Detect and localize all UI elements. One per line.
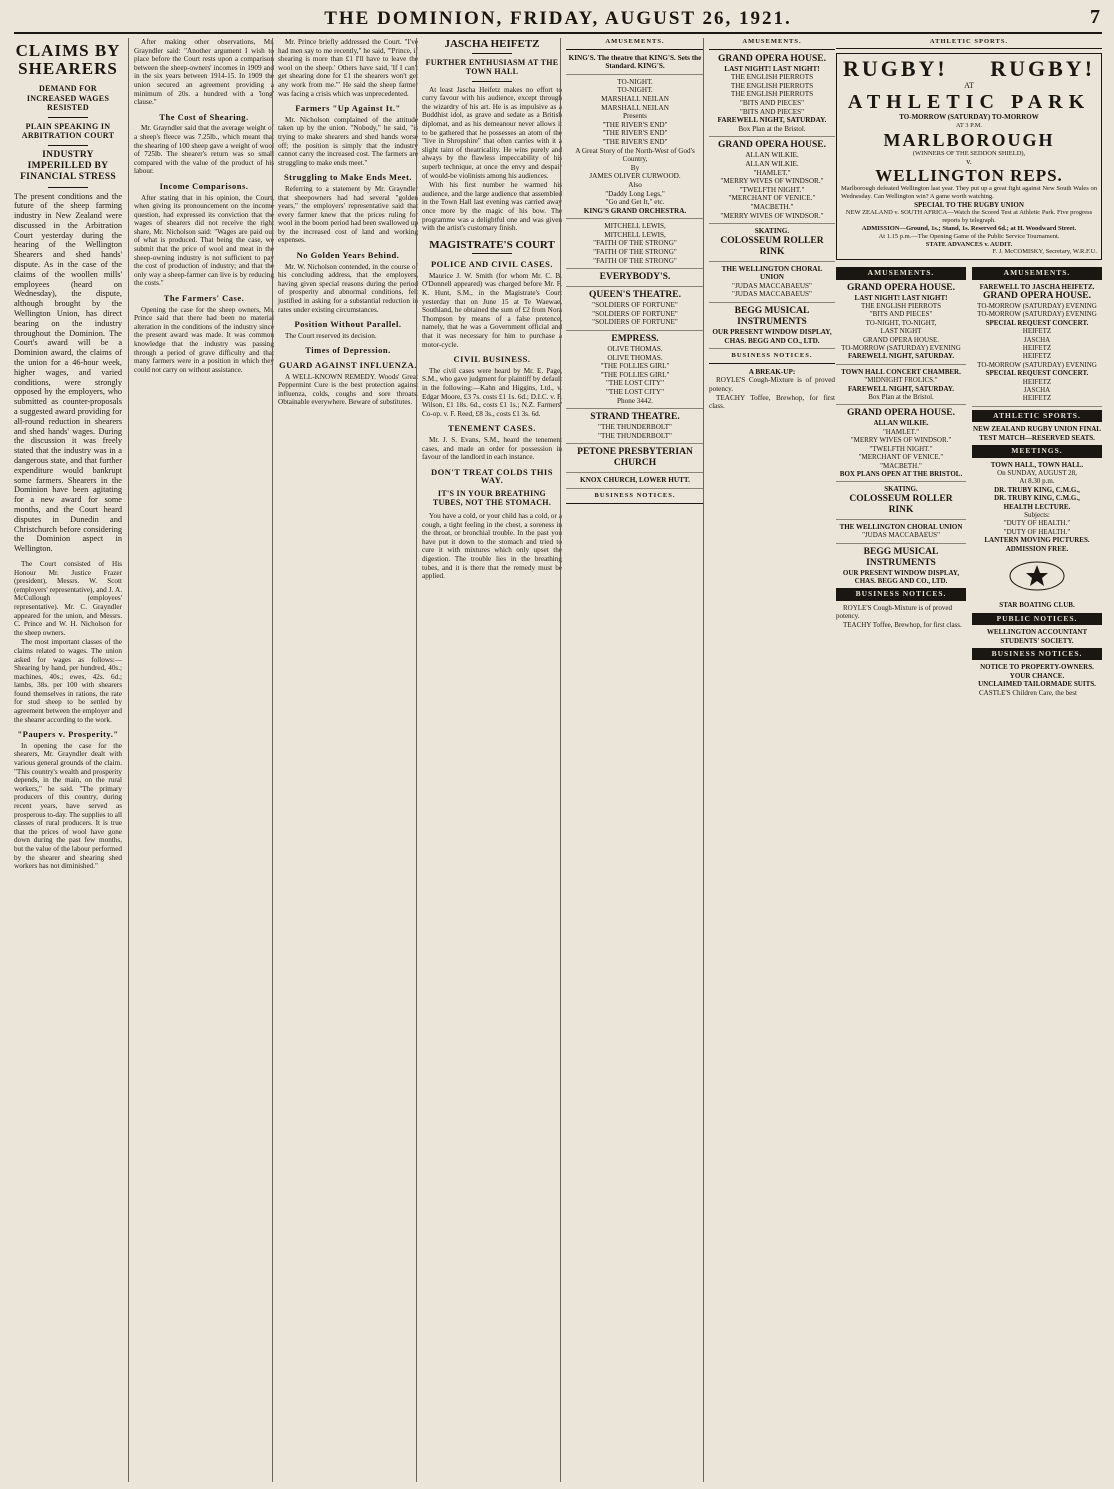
venue-name: TOWN HALL CONCERT CHAMBER. (841, 367, 961, 376)
property-notice: NOTICE TO PROPERTY-OWNERS. (980, 663, 1094, 672)
film-title: "Go and Get It," etc. (605, 198, 665, 207)
actor-name: ALLAN WILKIE. (745, 159, 799, 168)
column-5 (560, 38, 704, 1482)
play-title: "MERCHANT OF VENICE." (858, 453, 944, 462)
subheading: GUARD AGAINST INFLUENZA. (279, 360, 417, 370)
subject-title: "DUTY OF HEALTH." (1003, 519, 1071, 528)
play-title: "HAMLET." (753, 168, 791, 177)
box-plans: BOX PLANS OPEN AT THE BRISTOL. (839, 469, 963, 478)
claims-lead: The present conditions and the future of the sheep farming industry in New Zealand were discussed in the Arbitration Court yesterday during the hearing of the Wellington Shearers and shed hands' dispute. As in the case of the claims of the woollen mills' employees (heard on Wednesday), the dispute, although brought by the Wellington Union, has direct bearing on the industry throughout the Dominion. The Court's award will be a Dominion award, the claims of the union for a 46-hour week, higher wages, and varied conditions, were strongly opposed by the employers, who submitted as counter-proposals a suggested award providing for all-round reduction in shearers and shed hands' wages. During the discussion it was freely stated that the industry was in a dangerous state, and that further expenditure would bankrupt some farmers. Shearers in the Dominion have been agitating for a new award for some months, and the Court heard disputes in Dunedin and Christchurch before considering the Dominion aspect in Wellington. (14, 191, 122, 554)
venue-name: GRAND OPERA HOUSE. (718, 140, 826, 151)
star-emblem-icon (1007, 559, 1067, 593)
royles-ad: ROYLE'S Cough-Mixture is of proved potency. (836, 603, 952, 621)
box-plan: Box Plan at the Bristol. (868, 393, 934, 402)
presents-label: Presents (623, 112, 647, 121)
claims-paragraph: The most important classes of the claims related to wages. The union asked for wages as follows:—Shearing by hand, per hundred, 40s.; machines, 40s.; ewes, 42s. 6d.; lambs, 38s. per 100 with shearers found themselves in rations, the rate for stud sheep to be settled by agreement between the employer and the shearer according to the work. (14, 638, 122, 724)
church-notice: KNOX CHURCH, LOWER HUTT. (580, 476, 690, 485)
film-title: "Daddy Long Legs," (605, 189, 665, 198)
claims-paragraph: A WELL-KNOWN REMEDY. Woods' Great Peppermint Cure is the best protection against influenza, colds, coughs and sore throats. Obtainable everywhere. Beware of substitutes. (278, 372, 418, 407)
venue-name: GRAND OPERA HOUSE. (847, 408, 955, 419)
venue-name: GRAND OPERA HOUSE. (862, 335, 940, 344)
amusements-bar: AMUSEMENTS. (836, 267, 966, 279)
artist-name: HEIFETZ (1022, 394, 1052, 403)
begg-ad: BEGG MUSICAL INSTRUMENTS (734, 306, 810, 328)
kings-tagline: KING'S. The theatre that KING'S. Sets the Standard. KING'S. (568, 53, 702, 71)
accountant-society: WELLINGTON ACCOUNTANT STUDENTS' SOCIETY. (986, 628, 1088, 645)
marshall-neilan: MARSHALL NEILAN (601, 94, 669, 103)
admission: ADMISSION—Ground, 1s.; Stand, 1s. Reserved 6d.; at H. Woodward Street. (861, 225, 1077, 232)
game-time: AT 3 P.M. (955, 121, 983, 129)
divider (472, 53, 512, 54)
film-title: "SOLDIERS OF FORTUNE" (592, 318, 678, 327)
film-title: "SOLDIERS OF FORTUNE" (592, 309, 678, 318)
column-3 (272, 38, 418, 1482)
choral-union: THE WELLINGTON CHORAL UNION (839, 522, 963, 531)
claims-paragraph: After stating that in his opinion, the Court, when giving its pronouncement on the income question, had expressed its conviction that the wages of shearers did not receive the right share, Mr. Nicholson said: "Wages are paid out of what is produced. That being the case, we submit that the price of wool and meat in the sheep-owning industry is not sufficient to pay the cost of production of industry; and that the only way a sheep-farmer can live is by reducing the costs." (134, 193, 274, 288)
sports-header: ATHLETIC SPORTS. (836, 38, 1102, 49)
divider (48, 117, 88, 118)
company-name: CHAS. BEGG AND CO., LTD. (724, 336, 820, 345)
team-wellington: WELLINGTON REPS. (875, 166, 1063, 186)
test-note: NEW ZEALAND v. SOUTH AFRICA—Watch the Scored Test at Athletic Park. Five progress reports by telegraph. (845, 209, 1093, 225)
claims-paragraph: In opening the case for the shearers, Mr. Grayndler dealt with various general grounds of the claim. "This country's wealth and prosperity depends, in the main, on the rural workers," he said. "The primary producers of this country, during recent years, have served as prosperous to-day. The supplies to all classes of rural producers. It is true that the prices of wool have gone down during the past few months, but the value of the labour performed by the shearer and shearing shed workers has not diminished." (14, 741, 122, 871)
skating-header: SKATING. (884, 485, 918, 494)
divider (836, 364, 966, 365)
divider (836, 404, 966, 405)
masthead (14, 4, 1102, 34)
amusements-header: AMUSEMENTS. (709, 38, 835, 50)
subheading: Position Without Parallel. (294, 319, 402, 330)
divider (566, 472, 704, 473)
oratorio-title: "JUDAS MACCABAEUS" (732, 281, 812, 290)
amusements-header: AMUSEMENTS. (566, 38, 704, 50)
rugby-word: RUGBY! (990, 56, 1096, 82)
divider (48, 187, 88, 188)
versus: v. (966, 157, 972, 167)
window-display: OUR PRESENT WINDOW DISPLAY, (842, 568, 960, 577)
last-night: LAST NIGHT! LAST NIGHT! (854, 293, 948, 302)
athletic-park: ATHLETIC PARK (847, 91, 1091, 114)
meetings-bar: MEETINGS. (972, 445, 1102, 457)
team-marlborough: MARLBOROUGH (883, 129, 1055, 150)
film-title: "THE THUNDERBOLT" (598, 423, 672, 432)
last-night: LAST NIGHT (880, 327, 922, 336)
star-club: STAR BOATING CLUB. (999, 601, 1075, 610)
artist-name: HEIFETZ (1022, 352, 1052, 361)
actor-name: ALLAN WILKIE. (745, 151, 799, 160)
window-display: OUR PRESENT WINDOW DISPLAY, (712, 328, 832, 337)
column-2 (128, 38, 274, 1482)
subheading: TENEMENT CASES. (448, 423, 536, 434)
ad-subcolumn-right (972, 264, 1102, 697)
divider (566, 268, 704, 269)
speaker: DR. TRUBY KING, C.M.G., (994, 494, 1080, 503)
play-title: "HAMLET." (882, 427, 920, 436)
subheading: POLICE AND CIVIL CASES. (430, 259, 554, 270)
film-title: "THE FOLLIES GIRL" (600, 362, 670, 371)
special-note: SPECIAL TO THE RUGBY UNION (914, 201, 1024, 209)
rugby-word: RUGBY! (842, 56, 948, 82)
teachy-ad: TEACHY Toffee, Brewhop, for first class. (709, 393, 835, 411)
film-title: "FAITH OF THE STRONG" (593, 239, 677, 248)
meeting-time: At 8.30 p.m. (1019, 477, 1055, 486)
play-title: "MACBETH." (750, 202, 794, 211)
artist-name: JASCHA (1023, 386, 1051, 395)
film-title: "THE RIVER'S END" (602, 129, 668, 138)
marshall-neilan: MARSHALL NEILAN (601, 103, 669, 112)
actor-name: MITCHELL LEWIS, (604, 222, 666, 231)
venue-name: GRAND OPERA HOUSE. (847, 282, 955, 293)
business-header: BUSINESS NOTICES. (709, 352, 835, 364)
tonight-label: TO-NIGHT. (617, 86, 653, 95)
subheading: "Paupers v. Prosperity." (17, 729, 119, 740)
farewell-night: FAREWELL NIGHT, SATURDAY. (847, 384, 955, 393)
artist-name: HEIFETZ (1022, 327, 1052, 336)
divider (836, 519, 966, 520)
oratorio-title: "JUDAS MACCABAEUS" (732, 290, 812, 299)
claims-sub3: INDUSTRY IMPERILLED BY FINANCIAL STRESS (20, 149, 116, 182)
meeting-date: On SUNDAY, AUGUST 28, (997, 468, 1077, 477)
subheading: No Golden Years Behind. (296, 250, 400, 261)
film-title: "SOLDIERS OF FORTUNE" (592, 301, 678, 310)
speaker: DR. TRUBY KING, C.M.G., (994, 485, 1080, 494)
actor-name: MITCHELL LEWIS, (604, 230, 666, 239)
opening-game: At 1.15 p.m.—The Opening Game of the Public Service Tournament. (878, 232, 1060, 240)
play-title: "TWELFTH NIGHT." (739, 185, 805, 194)
theatre-name: STRAND THEATRE. (590, 412, 680, 423)
claims-paragraph: Mr. Nicholson complained of the attitude taken up by the union. "Nobody," he said, "is trying to make shearers and shed hands worse off; the position is simply that the industry cannot carry the increased cost. The farmers are struggling to make ends meet." (278, 115, 418, 167)
film-title: "THE RIVER'S END" (602, 120, 668, 129)
business-notices-bar: BUSINESS NOTICES. (972, 648, 1102, 660)
play-title: "MERRY WIVES OF WINDSOR." (720, 211, 824, 220)
farewell-night: FAREWELL NIGHT, SATURDAY. (717, 116, 827, 125)
at-label: AT (964, 81, 974, 91)
claims-sub2: PLAIN SPEAKING IN ARBITRATION COURT (21, 121, 115, 140)
divider (48, 145, 88, 146)
advertisement-column (836, 38, 1102, 1482)
divider (709, 136, 835, 137)
company-name: THE ENGLISH PIERROTS (730, 81, 814, 90)
boating-club-emblem (972, 559, 1102, 595)
actor-name: ALLAN WILKIE. (873, 419, 929, 428)
play-title: "TWELFTH NIGHT." (869, 444, 933, 453)
business-header: BUSINESS NOTICES. (566, 492, 704, 504)
show-title: "BITS AND PIECES" (739, 107, 805, 116)
tomorrow-label: TO-MORROW (SATURDAY) EVENING (977, 360, 1097, 369)
divider (566, 286, 704, 287)
rugby-title (841, 57, 1097, 81)
divider (709, 261, 835, 262)
claims-paragraph: Referring to a statement by Mr. Grayndler that sheepowners had had several "golden years," the employers' representative said that every farmer knew that the prices ruling for wool in the boom period had been swallowed up by the increased cost of land and working expenses. (278, 184, 418, 245)
column-4 (416, 38, 562, 1482)
divider (709, 223, 835, 224)
tomorrow-label: TO-MORROW (SATURDAY) EVENING (977, 310, 1097, 319)
match-state: STATE ADVANCES v. AUDIT. (925, 240, 1013, 248)
last-night: LAST NIGHT! LAST NIGHT! (724, 64, 820, 73)
ad-subcolumn-left (836, 264, 966, 697)
play-title: "MERCHANT OF VENICE." (728, 194, 816, 203)
theatre-name: EVERYBODY'S. (599, 272, 671, 283)
claims-paragraph: Mr. W. Nicholson contended, in the course of his concluding address, that the employers, having given special reasons during the period of prosperity and abnormal conditions, felt justified in asking for a substantial reduction in rates under existing circumstances. (278, 262, 418, 314)
divider (566, 330, 704, 331)
your-chance: YOUR CHANCE. (1009, 671, 1065, 680)
subject-title: "DUTY OF HEALTH." (1003, 527, 1071, 536)
lower-ad-columns (836, 264, 1102, 697)
claims-paragraph: Mr. Prince briefly addressed the Court. "I've had men say to me recently," he said, "'Prince, if shearing is more than £1 I'll have to leave the wool on the sheep.' Others have said, 'If I can't get shearing done for £1 the shearers won't get any work from me.'" He said the sheep farmer was facing a crisis which was unprecedented. (278, 38, 418, 98)
claims-paragraph: Opening the case for the sheep owners, Mr. Prince said that there had been no material alteration in the conditions of the industry since the present award was made. It was common knowledge that the industry was passing through a period of grave difficulty and that many farmers were in a position in which they could not carry on without assistance. (134, 305, 274, 374)
business-bar: BUSINESS NOTICES. (836, 588, 966, 600)
colds-paragraph: You have a cold, or your child has a cold, or a cough, a tight feeling in the chest, a soreness in the throat, or bronchial trouble. In the past you have put it down to the stomach and tried to cure it with mixtures which only upset the digestion. The trouble lies in the breathing tubes, and it is there that the remedy must be applied. (422, 511, 562, 581)
tonight-label: TO-NIGHT, TO-NIGHT, (865, 318, 937, 327)
court-paragraph: The civil cases were heard by Mr. E. Page, S.M., who gave judgment for plaintiff by default in the following:—Kahn and Higgins, Ltd., v. Edgar Moore, £3 7s. costs £1 1s. 6d.; D.I.C. v. P. Wilson, £1 18s. 6d., costs £1 1s.; N.Z. Farmers' Co-op. v. F. Reed, £8 3s., costs £1 3s. 6d. (422, 366, 562, 418)
venue-name: GRAND OPERA HOUSE. (718, 53, 826, 64)
lantern-pictures: LANTERN MOVING PICTURES. (984, 536, 1090, 545)
subheading: Income Comparisons. (159, 180, 249, 191)
rugby-ad (836, 53, 1102, 260)
show-title: "BITS AND PIECES" (869, 310, 933, 319)
box-plan: Box Plan at the Bristol. (738, 124, 806, 133)
phone-number: Phone 3442. (617, 396, 653, 405)
company-name: THE ENGLISH PIERROTS (730, 73, 814, 82)
artist-name: JASCHA (1023, 335, 1051, 344)
claims-sub1: DEMAND FOR INCREASED WAGES RESISTED (26, 84, 110, 112)
theatre-name: EMPRESS. (611, 334, 659, 345)
film-title: "FAITH OF THE STRONG" (593, 248, 677, 257)
company-name: THE ENGLISH PIERROTS (730, 90, 814, 99)
lecture-title: HEALTH LECTURE. (1003, 502, 1071, 511)
admission: ADMISSION FREE. (1005, 544, 1069, 553)
by-label: By (630, 163, 640, 172)
divider (836, 481, 966, 482)
subheading: The Cost of Shearing. (159, 111, 249, 122)
jascha-paragraph: With his first number he warmed his audience, and the large audience that assembled in the Town Hall last evening was carried away once more by the magic of his bow. The programme was a delightful one and was given with the artist's customary finish. (422, 181, 562, 233)
tomorrow-label: TO-MORROW (SATURDAY) EVENING (841, 344, 961, 353)
divider (566, 408, 704, 409)
subheading: The Farmers' Case. (163, 293, 245, 304)
venue-name: TOWN HALL, TOWN HALL. (990, 460, 1084, 469)
film-title: "FAITH OF THE STRONG" (593, 256, 677, 265)
royles-ad: ROYLE'S Cough-Mixture is of proved potency. (709, 376, 835, 394)
play-title: "MERRY WIVES OF WINDSOR." (850, 436, 952, 445)
court-paragraph: Mr. J. S. Evans, S.M., heard the tenement cases, and made an order for possession in favour of the landlord in each instance. (422, 435, 562, 462)
film-title: "THE RIVER'S END" (602, 137, 668, 146)
church-notice: PETONE PRESBYTERIAN CHURCH (577, 447, 693, 469)
rink-name: COLOSSEUM ROLLER RINK (720, 235, 824, 257)
castles-ad: CASTLE'S Children Care, the best (979, 688, 1077, 697)
theatre-name: QUEEN'S THEATRE. (588, 290, 682, 301)
show-title: "BITS AND PIECES" (739, 98, 805, 107)
artist-name: HEIFETZ (1022, 377, 1052, 386)
play-title: "MERRY WIVES OF WINDSOR." (720, 177, 824, 186)
company-name: THE ENGLISH PIERROTS (860, 302, 942, 310)
divider (566, 218, 704, 219)
nz-rugby-union: NEW ZEALAND RUGBY UNION FINAL TEST MATCH—RESERVED SEATS. (973, 425, 1101, 442)
bazaar: A BREAK-UP: (748, 367, 796, 376)
divider (566, 443, 704, 444)
column-6 (703, 38, 835, 1482)
claims-paragraph: The Court consisted of His Honour Mr. Justice Frazer (president), Messrs. W. Scott (employers' representative), and J. A. McCullough (employees' representative). Mr. C. Grayndler appeared for the union, and Messrs. C. Prince and W. H. Nicholson for the sheep owners. (14, 559, 122, 637)
divider (472, 81, 512, 82)
tomorrow-label: TO-MORROW (SATURDAY) EVENING (977, 302, 1097, 310)
special-request: SPECIAL REQUEST CONCERT. (985, 318, 1089, 327)
film-description: A Great Story of the North-West of God's Country, (575, 146, 695, 164)
subheading: DON'T TREAT COLDS THIS WAY. (431, 466, 553, 486)
claims-paragraph: The Court reserved its decision. (285, 331, 377, 340)
company-name: CHAS. BEGG AND CO., LTD. (854, 576, 948, 585)
secretary: F. J. McCOMISKY, Secretary, W.R.F.U. (992, 248, 1097, 256)
film-title: "THE LOST CITY" (605, 379, 665, 388)
winners-note: (WINNERS OF THE SEDDON SHIELD), (912, 149, 1026, 157)
actor-name: OLIVE THOMAS. (607, 353, 663, 362)
amusements-bar: AMUSEMENTS. (972, 267, 1102, 279)
begg-ad: BEGG MUSICAL INSTRUMENTS (863, 546, 939, 568)
film-title: "THE FOLLIES GIRL" (600, 370, 670, 379)
show-title: "MIDNIGHT FROLICS." (864, 376, 938, 385)
play-title: "MACBETH." (880, 461, 922, 470)
venue-name: GRAND OPERA HOUSE. (983, 291, 1091, 301)
rugby-blurb: Marlborough defeated Wellington last year. They put up a great fight against New South Wales on Wednesday. Can Wellington win? A game worth watching. (841, 185, 1097, 201)
athletic-bar: ATHLETIC SPORTS. (972, 410, 1102, 422)
jascha-paragraph: At least Jascha Heifetz makes no effort to curry favour with his audience, except through the wizardry of his art. He is as impulsive as a Buddhist idol, as grave and sedate as a British diplomat, and as his demeanour never allows it to be gathered that he possesses an atom of the "live in Shropshire" that often carries with it a slight taint of theatricality. He wins purely and always by the flawless impeccability of his superb technique, at once the envy and despair of would-be violinists among his audiences. (422, 85, 562, 180)
rink-name: COLOSSEUM ROLLER RINK (849, 493, 953, 515)
teachy-ad: TEACHY Toffee, Brewhop, for first class. (843, 620, 962, 629)
subheading: Struggling to Make Ends Meet. (283, 172, 413, 183)
artist-name: HEIFETZ (1022, 344, 1052, 353)
divider (709, 302, 835, 303)
actor-name: OLIVE THOMAS. (607, 345, 663, 354)
page-number: 7 (1090, 6, 1100, 28)
jascha-headline: JASCHA HEIFETZ (444, 38, 540, 50)
divider (972, 406, 1102, 407)
divider (836, 543, 966, 544)
subheading: Times of Depression. (305, 345, 391, 356)
subheading: IT'S IN YOUR BREATHING TUBES, NOT THE STOMACH. (432, 488, 552, 508)
choral-union: THE WELLINGTON CHORAL UNION (721, 264, 823, 282)
special-request: SPECIAL REQUEST CONCERT. (985, 369, 1089, 378)
jascha-sub: FURTHER ENTHUSIASM AT THE TOWN HALL (425, 57, 559, 77)
tonight-label: TO-NIGHT. (617, 77, 653, 86)
subheading: Farmers "Up Against It." (295, 103, 401, 114)
farewell-heifetz: FAREWELL TO JASCHA HEIFETZ. (979, 282, 1095, 291)
orchestra: KING'S GRAND ORCHESTRA. (583, 206, 687, 215)
farewell-night: FAREWELL NIGHT, SATURDAY. (847, 352, 955, 361)
author-name: JAMES OLIVER CURWOOD. (589, 172, 681, 181)
magistrate-headline: MAGISTRATE'S COURT (429, 238, 555, 251)
claims-headline: CLAIMS BY SHEARERS (15, 41, 121, 78)
tomorrow-label: TO-MORROW (SATURDAY) TO-MORROW (899, 113, 1039, 122)
claims-paragraph: Mr. Grayndler said that the average weight of a sheep's fleece was 7.25lb., which meant that the shearing of 100 sheep gave a weight of wool of 725lb. The shearer's return was so small compared with the value of the product of his labour. (134, 124, 274, 176)
divider (566, 74, 704, 75)
subjects-label: Subjects: (1024, 510, 1050, 519)
film-title: "THE LOST CITY" (605, 388, 665, 396)
also-label: Also (628, 180, 642, 189)
divider (566, 488, 704, 489)
court-paragraph: Maurice J. W. Smith (for whom Mr. C. B. O'Donnell appeared) was charged before Mr. F. K. Hunt, S.M., in the Magistrate's Court yesterday that on June 15 at Te Waewae, Southland, he obtained the sum of £2 from Nora Thompson by means of a false pretence, namely, that he was a Government official and that it was necessary for him to purchase a motor-cycle. (422, 271, 562, 349)
public-notices-bar: PUBLIC NOTICES. (972, 613, 1102, 625)
column-1 (14, 38, 122, 1482)
film-title: "THE THUNDERBOLT" (598, 431, 672, 440)
divider (472, 253, 512, 254)
subheading: CIVIL BUSINESS. (453, 354, 531, 365)
oratorio-title: "JUDAS MACCABAEUS" (862, 531, 940, 540)
claims-paragraph: After making other observations, Mr. Grayndler said: "Another argument I wish to place before the Court rests upon a comparison between the sheep-owners' incomes in 1909 and in the six years between 1914-15. In 1909 the union secured an agreement providing a minimum of 20s. a hundred with a 'long' clause." (134, 38, 274, 107)
divider (709, 348, 835, 349)
skating-header: SKATING. (754, 227, 790, 236)
masthead-title: THE DOMINION, FRIDAY, AUGUST 26, 1921. (324, 8, 792, 29)
unclaimed-suits: UNCLAIMED TAILORMADE SUITS. (978, 680, 1096, 689)
